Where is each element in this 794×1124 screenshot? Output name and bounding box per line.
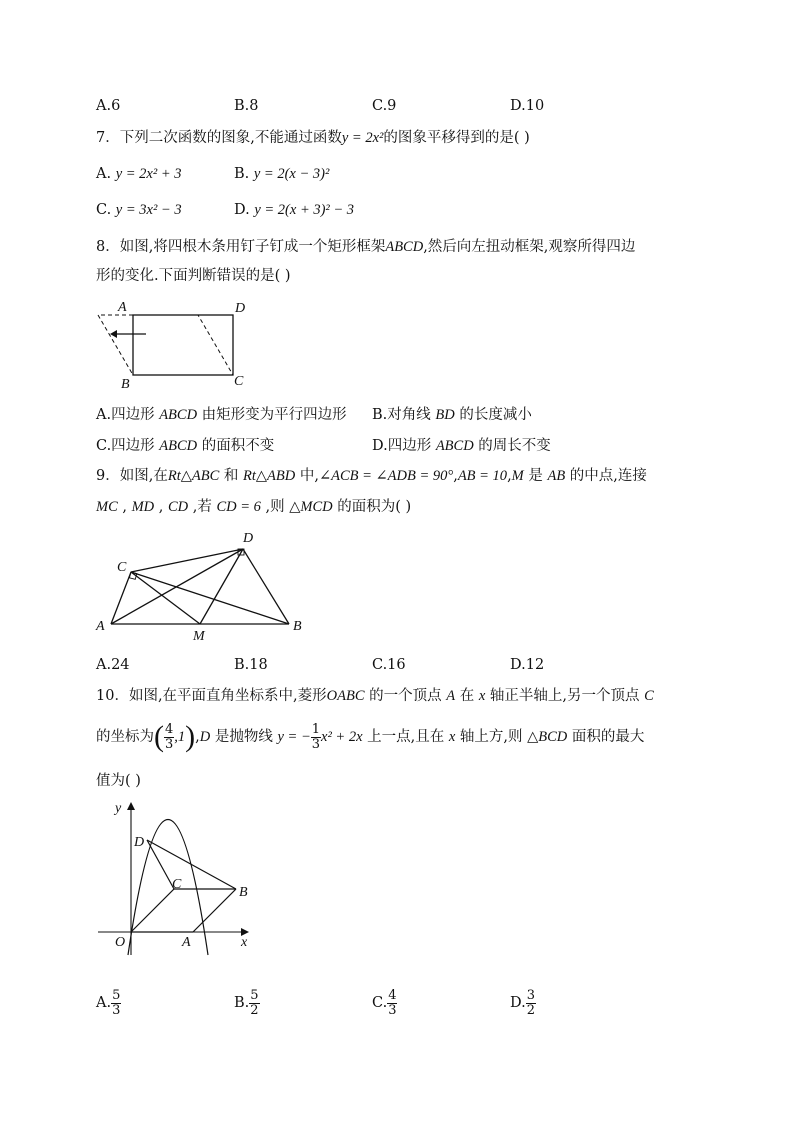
q10-parabola-fraction: $\frac{1}{3}$ bbox=[311, 721, 321, 752]
q9-stem-line2: MC , MD , CD ,若 CD = 6 ,则 △MCD 的面积为( ) bbox=[96, 499, 412, 515]
q9-label-m: M bbox=[193, 629, 205, 644]
q10-option-b: B. $\frac{5}{2}$ bbox=[234, 987, 259, 1018]
q10-option-a: A. $\frac{5}{3}$ bbox=[96, 987, 121, 1018]
q10-segment-ab bbox=[193, 889, 236, 932]
q7-option-c: C. y = 3x² − 3 bbox=[96, 202, 182, 218]
q10-stem-line3: 值为( ) bbox=[96, 773, 141, 789]
q10-stem-line1: 10．如图,在平面直角坐标系中,菱形OABC 的一个顶点 A 在 x 轴正半轴上,另一个顶点 C bbox=[96, 688, 654, 704]
q10-label-a: A bbox=[182, 935, 191, 950]
q8-label-d: D bbox=[235, 301, 246, 316]
q8-label-b: B bbox=[121, 377, 130, 392]
q7-option-d: D. y = 2(x + 3)² − 3 bbox=[234, 202, 355, 218]
q8-option-c: C.四边形 ABCD 的面积不变 bbox=[96, 438, 275, 454]
q9-option-d: D.12 bbox=[510, 657, 545, 673]
q10-coord-fraction: $\frac{4}{3}$ bbox=[165, 721, 174, 752]
q6-option-a: A.6 bbox=[96, 98, 121, 114]
q10-stem-line2: 的坐标为( $\frac{4}{3}$ ,1),D 是抛物线 y = − $\frac{1}{3}$ x² + 2x 上一点,且在 x 轴上方,则 △BCD 面积的最大 bbox=[96, 720, 645, 753]
q9-label-a: A bbox=[96, 619, 105, 634]
q9-option-b: B.18 bbox=[234, 657, 268, 673]
q6-option-c: C.9 bbox=[372, 98, 397, 114]
q10-label-x: x bbox=[241, 935, 248, 950]
q7-option-a: A. y = 2x² + 3 bbox=[96, 166, 182, 182]
q10-label-b: B bbox=[239, 885, 248, 900]
q7-stem: 7．下列二次函数的图象,不能通过函数y = 2x²的图象平移得到的是( ) bbox=[96, 130, 530, 146]
q8-option-a: A.四边形 ABCD 由矩形变为平行四边形 bbox=[96, 407, 347, 423]
q10-label-o: O bbox=[115, 935, 126, 950]
q9-stem-line1: 9．如图,在Rt△ABC 和 Rt△ABD 中,∠ACB = ∠ADB = 90°,AB = 10,M 是 AB 的中点,连接 bbox=[96, 468, 647, 484]
q9-label-d: D bbox=[243, 531, 254, 546]
q8-label-a: A bbox=[118, 300, 127, 315]
q10-label-c: C bbox=[172, 877, 182, 892]
q8-label-c: C bbox=[234, 374, 244, 389]
q6-option-b: B.8 bbox=[234, 98, 259, 114]
q8-option-b: B.对角线 BD 的长度减小 bbox=[372, 407, 532, 423]
q10-segment-oc bbox=[131, 889, 174, 932]
q7-option-b: B. y = 2(x − 3)² bbox=[234, 166, 330, 182]
q9-option-a: A.24 bbox=[96, 657, 130, 673]
q8-stem-line1: 8．如图,将四根木条用钉子钉成一个矩形框架ABCD,然后向左扭动框架,观察所得四边 bbox=[96, 239, 636, 255]
q9-label-b: B bbox=[293, 619, 302, 634]
q8-option-d: D.四边形 ABCD 的周长不变 bbox=[372, 438, 551, 454]
q10-label-d: D bbox=[134, 835, 145, 850]
q10-y-arrow bbox=[127, 802, 135, 810]
q10-label-y: y bbox=[115, 801, 122, 816]
q6-option-d: D.10 bbox=[510, 98, 545, 114]
q10-option-c: C. $\frac{4}{3}$ bbox=[372, 987, 397, 1018]
q10-option-d: D. $\frac{3}{2}$ bbox=[510, 987, 535, 1018]
q9-label-c: C bbox=[117, 560, 127, 575]
q9-option-c: C.16 bbox=[372, 657, 406, 673]
q8-stem-line2: 形的变化.下面判断错误的是( ) bbox=[96, 268, 291, 284]
